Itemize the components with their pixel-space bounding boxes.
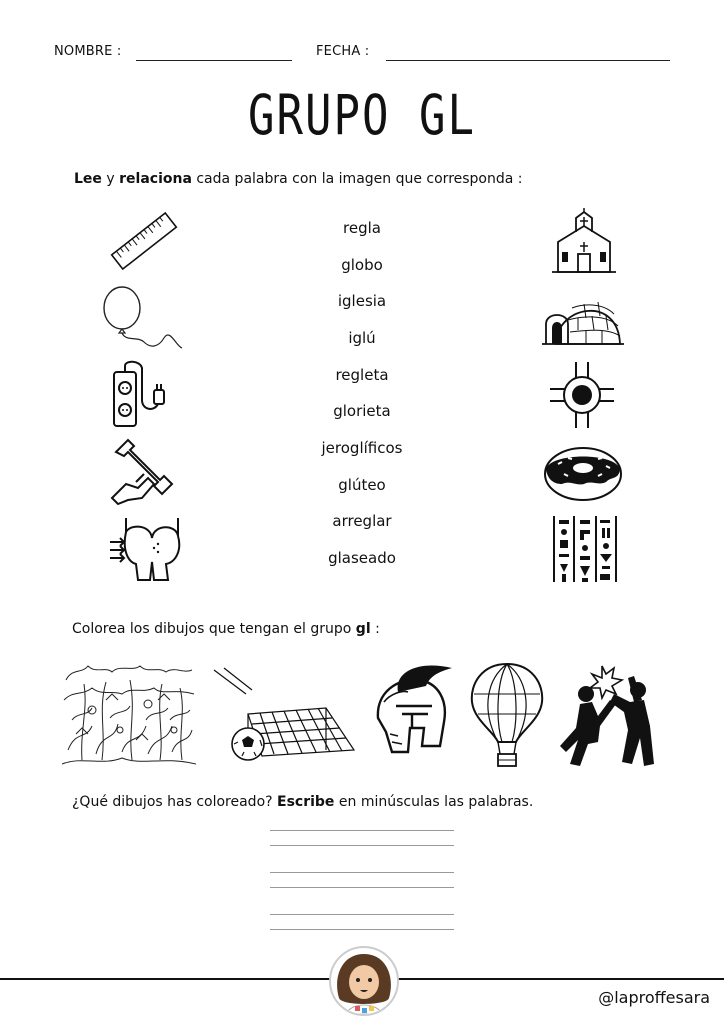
word-glaseado[interactable]: glaseado: [328, 549, 396, 567]
word-globo[interactable]: globo: [341, 256, 383, 274]
writing-line[interactable]: [270, 872, 454, 873]
name-label: NOMBRE :: [54, 44, 122, 59]
instruction-relaciona: relaciona: [119, 171, 192, 187]
glutes-icon[interactable]: [110, 514, 186, 584]
ruler-icon[interactable]: [108, 208, 180, 274]
church-icon[interactable]: [552, 208, 616, 274]
word-iglu[interactable]: iglú: [348, 329, 376, 347]
instruction2-text: Colorea los dibujos que tengan el grupo: [72, 621, 352, 637]
avatar: [329, 946, 399, 1016]
instruction3-question: ¿Qué dibujos has coloreado?: [72, 794, 273, 810]
power-strip-icon[interactable]: [110, 360, 176, 430]
fight-icon[interactable]: [558, 660, 664, 770]
word-regla[interactable]: regla: [343, 219, 381, 237]
jungle-icon[interactable]: [62, 660, 196, 770]
balloon-icon[interactable]: [98, 286, 184, 352]
instruction-y: y: [106, 171, 115, 187]
page-title: GRUPO GL: [248, 84, 476, 148]
instruction-lee: Lee: [74, 171, 102, 187]
author-handle[interactable]: @laproffesara: [598, 988, 710, 1007]
writing-line[interactable]: [270, 830, 454, 831]
gladiator-helmet-icon[interactable]: [368, 662, 456, 754]
instruction2-colon: :: [375, 621, 380, 637]
instruction3-escribe: Escribe: [277, 794, 335, 810]
exercise3-instruction: [72, 794, 533, 810]
exercise1-instruction: [74, 171, 523, 187]
word-glorieta[interactable]: glorieta: [333, 402, 391, 420]
instruction2-gl: gl: [355, 621, 371, 637]
roundabout-icon[interactable]: [550, 362, 614, 428]
word-iglesia[interactable]: iglesia: [337, 292, 387, 310]
date-label: FECHA :: [316, 44, 370, 59]
date-field[interactable]: [386, 60, 670, 61]
wrench-hand-icon[interactable]: [108, 438, 180, 506]
hieroglyphs-icon[interactable]: [552, 514, 618, 584]
writing-line[interactable]: [270, 929, 454, 930]
name-field[interactable]: [136, 60, 292, 61]
instruction3-rest: en minúsculas las palabras.: [338, 794, 534, 810]
donut-icon[interactable]: [542, 440, 624, 504]
writing-line[interactable]: [270, 887, 454, 888]
word-jeroglificos[interactable]: jeroglíficos: [321, 439, 403, 457]
writing-line[interactable]: [270, 845, 454, 846]
word-regleta[interactable]: regleta: [335, 366, 389, 384]
hot-air-balloon-icon[interactable]: [468, 662, 546, 770]
soccer-goal-icon[interactable]: [208, 664, 358, 768]
exercise2-instruction: [72, 621, 380, 637]
instruction-rest: cada palabra con la imagen que corresponda :: [196, 171, 523, 187]
word-arreglar[interactable]: arreglar: [332, 512, 392, 530]
word-gluteo[interactable]: glúteo: [338, 476, 386, 494]
writing-line[interactable]: [270, 914, 454, 915]
igloo-icon[interactable]: [542, 284, 624, 350]
